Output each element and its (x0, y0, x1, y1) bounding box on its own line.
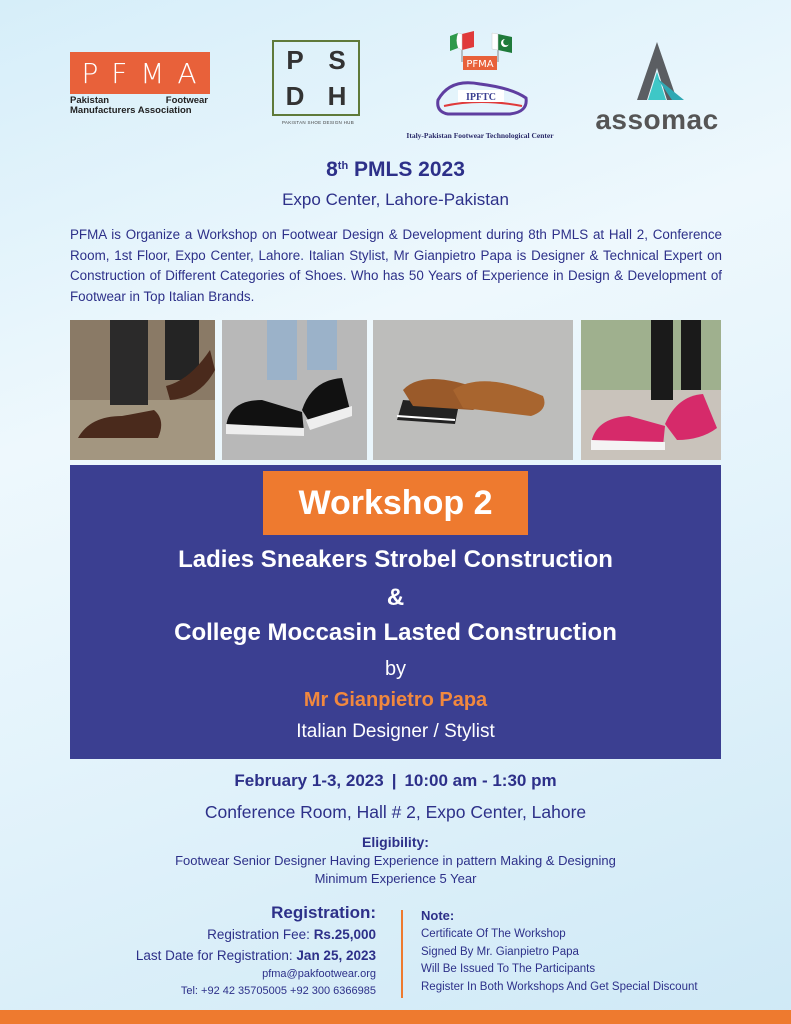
ipftc-emblem (400, 28, 560, 130)
presenter-name: Mr Gianpietro Papa (303, 689, 488, 711)
schedule-row (0, 771, 791, 791)
sneaker-black-photo (222, 320, 367, 460)
pfma-letter: A (177, 56, 199, 90)
presenter-role: Italian Designer / Stylist (296, 721, 495, 742)
schedule-date: February 1-3, 2023 (234, 771, 384, 790)
registration-heading: Registration: (271, 903, 376, 922)
registration-block (36, 902, 376, 1000)
workshop-badge: Workshop 2 (263, 471, 528, 535)
deadline-value: Jan 25, 2023 (296, 948, 376, 963)
registration-deadline (36, 945, 376, 966)
workshop-panel (70, 465, 721, 759)
deadline-label: Last Date for Registration: (135, 948, 297, 963)
ipftc-logo (400, 28, 560, 143)
psdh-logo (272, 40, 364, 130)
pfma-letter: F (111, 56, 130, 90)
psdh-box (272, 40, 360, 116)
intro-paragraph: PFMA is Organize a Workshop on Footwear Design & Development during 8th PMLS at Hall 2, Conference Room, 1st Floor, Expo Center, Lahore. Italian Stylist, Mr Gianpietro Papa is Designer & Technical Expert on Construction of Different Categories of Shoes. Who has 50 Years of Experience in Design & Development of Footwear in Top Italian Brands. (70, 227, 722, 304)
pfma-letters (70, 52, 210, 94)
psdh-caption: PAKISTAN SHOE DESIGN HUB (281, 120, 355, 125)
note-heading: Note: (421, 908, 455, 923)
pfma-letter: P (81, 56, 101, 90)
note-line: Certificate Of The Workshop (421, 928, 566, 940)
ipftc-mark: IPFTC (466, 92, 496, 103)
eligibility-heading: Eligibility: (362, 834, 429, 850)
psdh-letter: D (285, 80, 305, 111)
note-block (421, 906, 761, 996)
assomac-logo (592, 38, 722, 138)
psdh-letter: H (327, 80, 347, 111)
eligibility-line2: Minimum Experience 5 Year (314, 871, 477, 886)
pfma-line1-right: Footwear (165, 95, 208, 106)
event-title (0, 158, 791, 182)
assomac-emblem (592, 38, 722, 104)
workshop-ampersand: & (386, 584, 405, 611)
pfma-line1-left: Pakistan (70, 95, 110, 106)
title-text: PMLS 2023 (348, 158, 465, 181)
column-divider (401, 910, 403, 998)
schedule-separator: | (391, 771, 397, 790)
event-subtitle: Expo Center, Lahore-Pakistan (282, 190, 509, 209)
note-line: Register In Both Workshops And Get Special Discount (421, 980, 698, 993)
title-ordinal: th (337, 160, 349, 172)
contact-phone: Tel: +92 42 35705005 +92 300 6366985 (180, 985, 376, 997)
psdh-letter: P (286, 44, 304, 75)
shoe-photo-strip (70, 320, 721, 460)
assomac-wordmark: assomac (595, 104, 719, 135)
ipftc-caption: Italy-Pakistan Footwear Technological Center (406, 131, 554, 140)
contact-email[interactable]: pfma@pakfootwear.org (262, 968, 376, 980)
psdh-letter: S (328, 44, 346, 75)
pfma-logo (70, 52, 210, 120)
pfma-line2: Manufacturers Association (70, 105, 192, 116)
workshop-line2: College Moccasin Lasted Construction (174, 619, 617, 646)
eligibility-line1: Footwear Senior Designer Having Experience in pattern Making & Designing (175, 853, 616, 868)
brown-loafer-photo (373, 320, 573, 460)
footer-bar (0, 1010, 791, 1024)
schedule-time: 10:00 am - 1:30 pm (404, 771, 557, 790)
venue: Conference Room, Hall # 2, Expo Center, Lahore (204, 802, 587, 822)
note-line: Will Be Issued To The Participants (421, 963, 596, 975)
fee-label: Registration Fee: (207, 927, 314, 942)
note-line: Signed By Mr. Gianpietro Papa (421, 945, 579, 958)
title-number: 8 (326, 158, 338, 181)
workshop-by: by (384, 658, 407, 680)
workshop-line1: Ladies Sneakers Strobel Construction (178, 546, 613, 573)
pink-sneaker-photo (581, 320, 721, 460)
logo-row (0, 0, 791, 150)
pfma-tagline (70, 96, 210, 116)
pfma-letter: M (140, 56, 167, 90)
registration-fee (36, 924, 376, 945)
ipftc-inner-text: PFMA (466, 59, 494, 70)
loafer-photo (70, 320, 215, 460)
fee-value: Rs.25,000 (313, 927, 376, 942)
